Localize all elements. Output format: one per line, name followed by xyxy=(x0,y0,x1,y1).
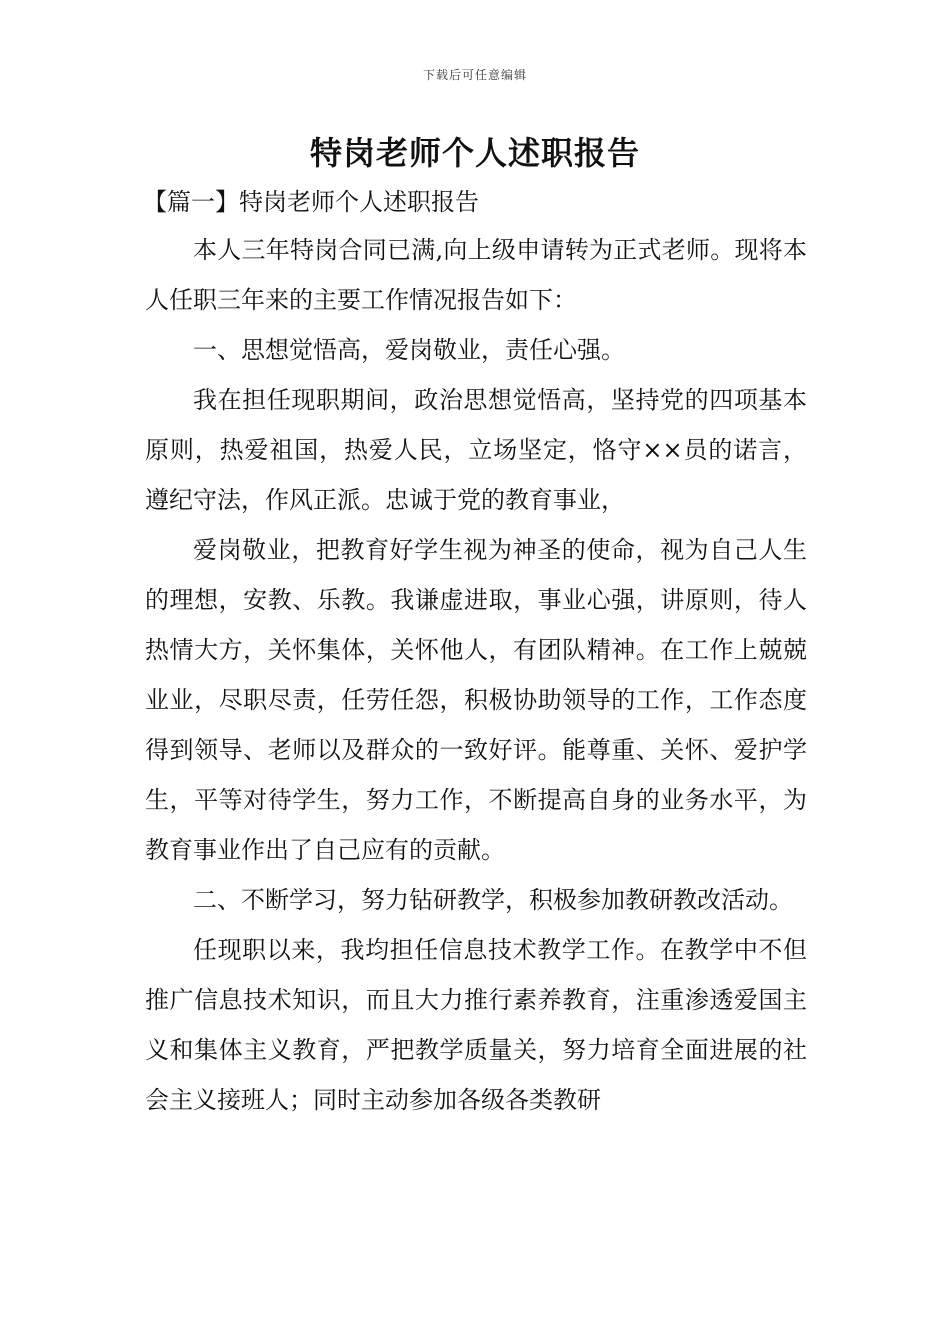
section-label: 【篇一】特岗老师个人述职报告 xyxy=(143,188,479,216)
document-title: 特岗老师个人述职报告 xyxy=(309,134,640,172)
body-text xyxy=(145,225,807,1125)
paragraph: 我在担任现职期间，政治思想觉悟高，坚持党的四项基本原则，热爱祖国，热爱人民，立场坚定，恪守××员的诺言，遵纪守法，作风正派。忠诚于党的教育事业， xyxy=(145,386,807,514)
paragraph: 爱岗敬业，把教育好学生视为神圣的使命，视为自己人生的理想，安教、乐教。我谦虚进取，事业心强，讲原则，待人热情大方，关怀集体，关怀他人，有团队精神。在工作上兢兢业业，尽职尽责，任劳任怨，积极协助领导的工作，工作态度得到领导、老师以及群众的一致好评。能尊重、关怀、爱护学生，平等对待学生，努力工作，不断提高自身的业务水平，为教育事业作出了自己应有的贡献。 xyxy=(145,536,807,864)
paragraph: 二、不断学习，努力钻研教学，积极参加教研教改活动。 xyxy=(193,886,793,914)
paragraph: 一、思想觉悟高，爱岗敬业，责任心强。 xyxy=(193,336,625,364)
paragraph: 本人三年特岗合同已满,向上级申请转为正式老师。现将本人任职三年来的主要工作情况报告如下： xyxy=(145,236,807,314)
paragraph: 任现职以来，我均担任信息技术教学工作。在教学中不但推广信息技术知识，而且大力推行素养教育，注重渗透爱国主义和集体主义教育，严把教学质量关，努力培育全面进展的社会主义接班人；同时主动参加各级各类教研 xyxy=(145,936,807,1114)
header-note: 下载后可任意编辑 xyxy=(422,68,527,82)
